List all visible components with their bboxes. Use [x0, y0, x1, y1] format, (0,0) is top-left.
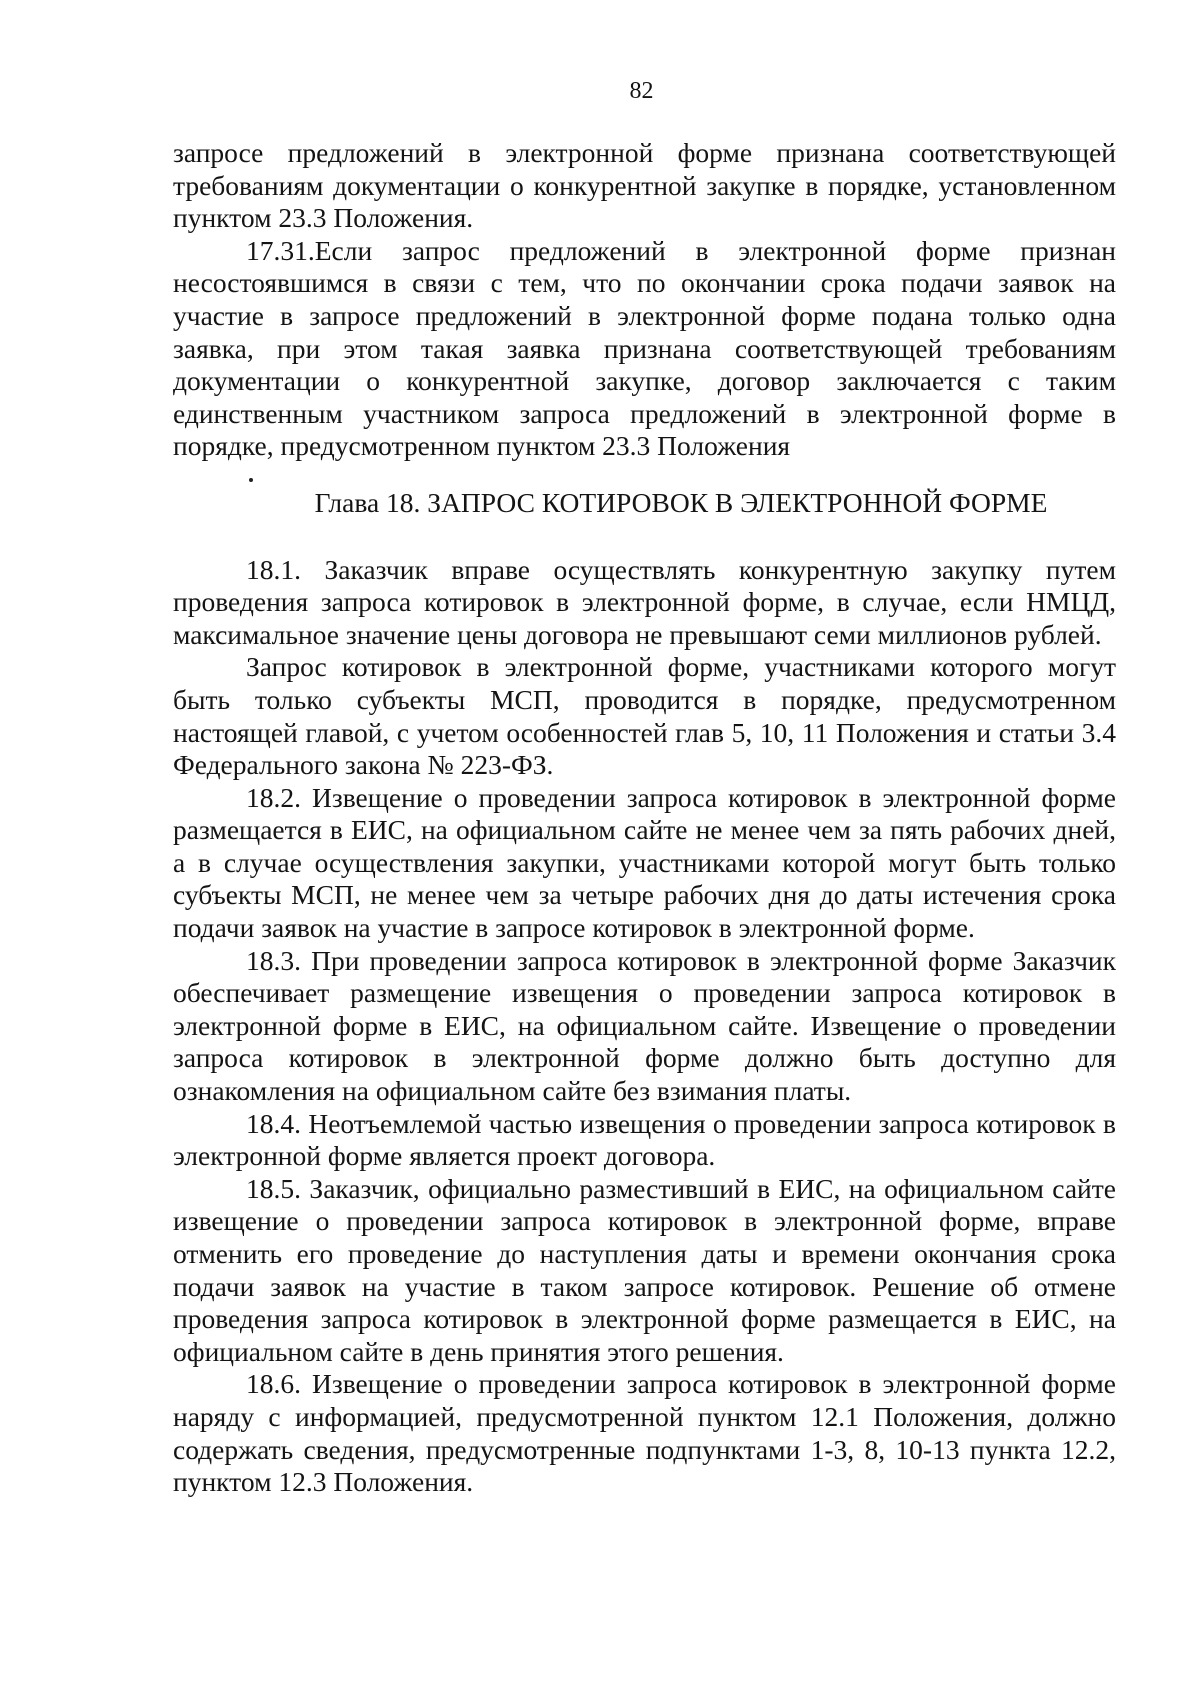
page-number: 82 [629, 78, 654, 104]
paragraph-continuation: запросе предложений в электронной форме признана соответствующей требованиям документации о конкурентной закупке в порядке, установленном пунктом 23.3 Положения. [173, 137, 1116, 234]
paragraph-18-4: 18.4. Неотъемлемой частью извещения о проведении запроса котировок в электронной форме является проект договора. [173, 1107, 1116, 1172]
scan-speck [249, 478, 253, 482]
paragraph-18-1-msp: Запрос котировок в электронной форме, участниками которого могут быть только субъекты МСП, проводится в порядке, предусмотренном настоящей главой, с учетом особенностей глав 5, 10, 11 Положения и статьи 3.4 Федерального закона № 223-ФЗ. [173, 651, 1116, 781]
chapter-title: Глава 18. ЗАПРОС КОТИРОВОК В ЭЛЕКТРОННОЙ ФОРМЕ [314, 486, 1048, 518]
paragraph-18-6: 18.6. Извещение о проведении запроса котировок в электронной форме наряду с информацией, предусмотренной пунктом 12.1 Положения, должно содержать сведения, предусмотренные подпунктами 1-3, 8, 10-13 пункта 12.2, пунктом 12.3 Положения. [173, 1368, 1116, 1498]
paragraph-18-3: 18.3. При проведении запроса котировок в электронной форме Заказчик обеспечивает размещение извещения о проведении запроса котировок в электронной форме в ЕИС, на официальном сайте. Извещение о проведении запроса котировок в электронной форме должно быть доступно для ознакомления на официальном сайте без взимания платы. [173, 944, 1116, 1107]
paragraph-18-5: 18.5. Заказчик, официально разместивший в ЕИС, на официальном сайте извещение о проведении запроса котировок в электронной форме, вправе отменить его проведение до наступления даты и времени окончания срока подачи заявок на участие в таком запросе котировок. Решение об отмене проведения запроса котировок в электронной форме размещается в ЕИС, на официальном сайте в день принятия этого решения. [173, 1172, 1116, 1367]
document-body [173, 137, 1116, 1499]
paragraph-17-31: 17.31.Если запрос предложений в электронной форме признан несостоявшимся в связи с тем, что по окончании срока подачи заявок на участие в запросе предложений в электронной форме подана только одна заявка, при этом такая заявка признана соответствующей требованиям документации о конкурентной закупке, договор заключается с таким единственным участником запроса предложений в электронной форме в порядке, предусмотренном пунктом 23.3 Положения [173, 234, 1116, 462]
paragraph-18-1: 18.1. Заказчик вправе осуществлять конкурентную закупку путем проведения запроса котировок в электронной форме, в случае, если НМЦД, максимальное значение цены договора не превышают семи миллионов рублей. [173, 553, 1116, 650]
paragraph-18-2: 18.2. Извещение о проведении запроса котировок в электронной форме размещается в ЕИС, на официальном сайте не менее чем за пять рабочих дней, а в случае осуществления закупки, участниками которой могут быть только субъекты МСП, не менее чем за четыре рабочих дня до даты истечения срока подачи заявок на участие в запросе котировок в электронной форме. [173, 781, 1116, 944]
